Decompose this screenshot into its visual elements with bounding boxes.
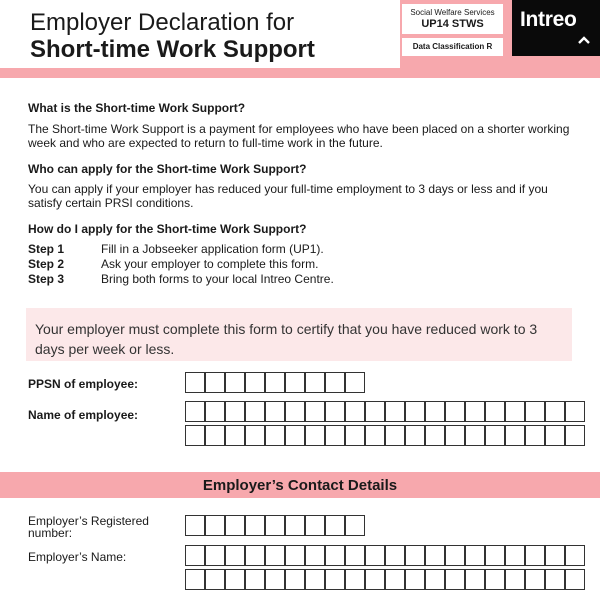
employee-name-input-row1[interactable] <box>185 401 585 422</box>
logo-chevron-icon <box>578 36 590 45</box>
employee-name-input-row2[interactable] <box>185 425 585 446</box>
data-classification: Data Classification R <box>402 38 503 56</box>
employer-name-input-row2[interactable] <box>185 569 585 590</box>
employer-notice <box>26 308 572 361</box>
form-reference-box <box>402 4 503 34</box>
agency-name: Social Welfare Services <box>410 8 495 17</box>
ppsn-input[interactable] <box>185 372 365 393</box>
answer-what-is: The Short-time Work Support is a payment for employees who have been placed on a shorter working week and who are expected to return to full-time work in the future. <box>28 122 570 150</box>
employer-name-input-row1[interactable] <box>185 545 585 566</box>
step-3-text: Bring both forms to your local Intreo Centre. <box>101 272 334 286</box>
step-1-label: Step 1 <box>28 242 65 256</box>
employee-name-label: Name of employee: <box>28 408 139 422</box>
contact-details-band <box>0 472 600 498</box>
form-title-line2: Short-time Work Support <box>30 36 315 63</box>
registered-number-label: Employer’s Registered number: <box>28 514 149 540</box>
form-title-line1: Employer Declaration for <box>30 9 295 36</box>
form-code: UP14 STWS <box>421 18 484 30</box>
ppsn-label: PPSN of employee: <box>28 377 139 391</box>
question-what-is: What is the Short-time Work Support? <box>28 101 246 115</box>
step-2-label: Step 2 <box>28 257 65 271</box>
contact-details-heading: Employer’s Contact Details <box>202 477 398 494</box>
intreo-logo <box>512 0 600 56</box>
question-how-to-apply: How do I apply for the Short-time Work Support? <box>28 222 307 236</box>
logo-text: Intreo <box>520 8 577 31</box>
answer-who-can-apply: You can apply if your employer has reduced your full-time employment to 3 days or less and if you satisfy certain PRSI conditions. <box>28 182 548 210</box>
step-3-label: Step 3 <box>28 272 65 286</box>
employer-name-label: Employer’s Name: <box>28 550 127 564</box>
step-2-text: Ask your employer to complete this form. <box>101 257 319 271</box>
employer-notice-text: Your employer must complete this form to certify that you have reduced work to 3 days per week or less. <box>35 321 538 357</box>
registered-number-input[interactable] <box>185 515 365 536</box>
step-1-text: Fill in a Jobseeker application form (UP1). <box>101 242 324 256</box>
question-who-can-apply: Who can apply for the Short-time Work Support? <box>28 162 307 176</box>
